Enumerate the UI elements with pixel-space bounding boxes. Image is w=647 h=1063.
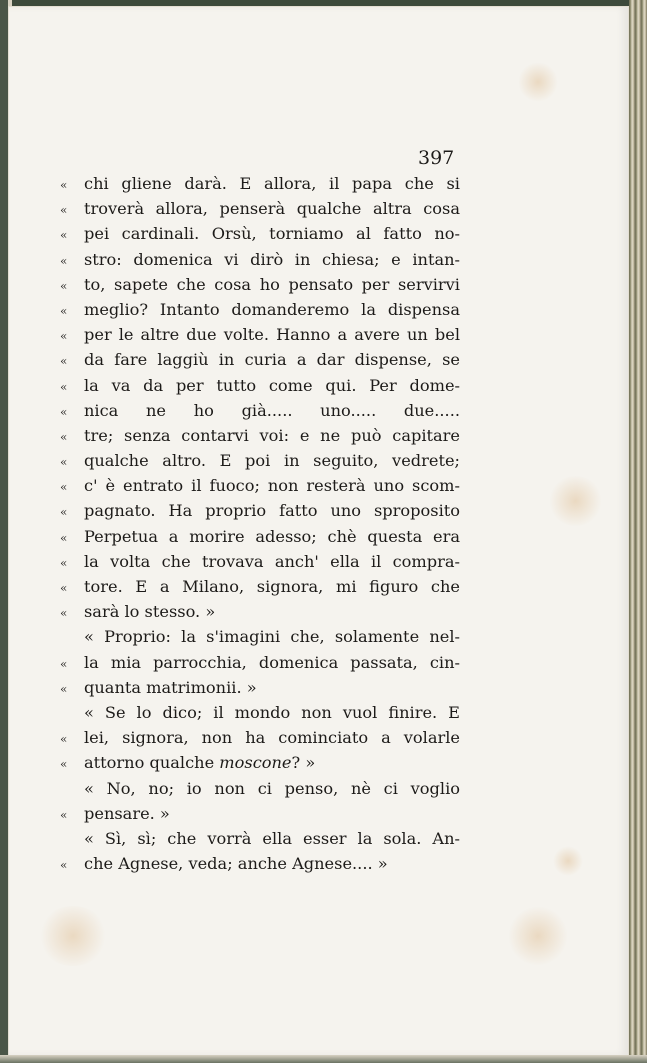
quote-mark: «	[60, 303, 68, 318]
quote-mark: «	[60, 480, 68, 495]
text-line	[60, 675, 460, 700]
quote-mark: «	[60, 429, 68, 444]
quote-mark: «	[60, 455, 68, 470]
line-text	[84, 750, 315, 775]
quote-mark: «	[60, 530, 68, 545]
quote-mark: «	[60, 681, 68, 696]
line-text: « Se lo dico; il mondo non vuol finire. E	[84, 702, 460, 722]
line-text: sarà lo stesso. »	[84, 602, 216, 622]
line-text: to, sapete che cosa ho pensato per servirvi	[84, 274, 460, 294]
line-text: « Proprio: la s'imagini che, solamente nel-	[84, 627, 460, 647]
text-line	[60, 650, 460, 675]
text-line	[60, 498, 460, 523]
text-line	[60, 347, 460, 372]
line-text: tre; senza contarvi voi: e ne può capitare	[84, 425, 460, 445]
text-line	[60, 549, 460, 574]
line-text: « No, no; io non ci penso, nè ci voglio	[84, 778, 460, 798]
quote-mark: «	[60, 581, 68, 595]
line-text: lei, signora, non ha cominciato a volarle	[84, 728, 460, 748]
text-line	[60, 247, 460, 272]
quote-mark: «	[60, 253, 68, 268]
page-edges	[629, 0, 647, 1063]
quote-mark: «	[60, 606, 68, 621]
text-line	[60, 297, 460, 322]
text-line	[60, 221, 460, 246]
text-line	[60, 322, 460, 347]
line-text: pensare. »	[84, 803, 170, 823]
line-text: chi gliene darà. E allora, il papa che si	[84, 174, 460, 193]
line-text: stro: domenica vi dirò in chiesa; e intan-	[84, 249, 460, 269]
text-line	[60, 750, 460, 775]
text-line	[60, 423, 460, 448]
line-text: c' è entrato il fuoco; non resterà uno scom-	[84, 476, 460, 496]
line-text: « Sì, sì; che vorrà ella esser la sola. An-	[84, 828, 460, 848]
quote-mark: «	[60, 278, 68, 293]
quote-mark: «	[60, 858, 68, 873]
line-text: la mia parrocchia, domenica passata, cin-	[84, 652, 460, 672]
quote-mark: «	[60, 555, 68, 570]
foxing-stain	[508, 906, 568, 966]
foxing-stain	[518, 62, 558, 102]
line-text-before: attorno qualche	[84, 753, 220, 773]
text-line	[60, 599, 460, 624]
line-text: Perpetua a morire adesso; chè questa era	[84, 526, 460, 546]
line-text: qualche altro. E poi in seguito, vedrete;	[84, 451, 460, 471]
line-text: nica ne ho già..... uno..... due.....	[84, 400, 460, 420]
line-text: per le altre due volte. Hanno a avere un bel	[84, 325, 460, 345]
line-text: meglio? Intanto domanderemo la dispensa	[84, 299, 460, 319]
quote-mark: «	[60, 757, 68, 772]
quote-mark: «	[60, 404, 68, 419]
text-line	[60, 700, 460, 725]
text-line	[60, 171, 460, 196]
text-line	[60, 574, 460, 599]
text-line	[60, 725, 460, 750]
quote-mark: «	[60, 354, 68, 369]
text-line	[60, 373, 460, 398]
text-line	[60, 473, 460, 498]
text-line	[60, 776, 460, 801]
quote-mark: «	[60, 203, 68, 218]
foxing-stain	[38, 906, 108, 966]
quote-mark: «	[60, 379, 68, 394]
line-text: la va da per tutto come qui. Per dome-	[84, 375, 460, 395]
quote-mark: «	[60, 505, 68, 520]
line-text: tore. E a Milano, signora, mi figuro che	[84, 577, 460, 596]
foxing-stain	[553, 846, 583, 876]
quote-mark: «	[60, 329, 68, 344]
text-line	[60, 272, 460, 297]
line-text: troverà allora, penserà qualche altra cosa	[84, 199, 460, 219]
text-line	[60, 801, 460, 826]
text-line	[60, 826, 460, 851]
line-text: che Agnese, veda; anche Agnese.... »	[84, 854, 388, 874]
line-text: la volta che trovava anch' ella il compra-	[84, 551, 460, 571]
line-text-after: ? »	[291, 753, 316, 773]
text-line	[60, 524, 460, 549]
body-text	[60, 171, 460, 876]
quote-mark: «	[60, 732, 68, 747]
text-line	[60, 624, 460, 649]
foxing-stain	[548, 476, 603, 526]
line-text: pei cardinali. Orsù, torniamo al fatto no-	[84, 224, 460, 244]
line-text: quanta matrimonii. »	[84, 677, 257, 697]
italic-word: moscone	[219, 753, 292, 773]
text-line	[60, 851, 460, 876]
page-bottom-edge	[0, 1055, 647, 1063]
text-line	[60, 448, 460, 473]
line-text: pagnato. Ha proprio fatto uno sproposito	[84, 501, 460, 521]
page-number: 397	[418, 147, 455, 169]
quote-mark: «	[60, 656, 68, 671]
line-text: da fare laggiù in curia a dar dispense, se	[84, 350, 460, 370]
text-line	[60, 196, 460, 221]
quote-mark: «	[60, 178, 68, 192]
quote-mark: «	[60, 807, 68, 822]
quote-mark: «	[60, 228, 68, 243]
text-line	[60, 398, 460, 423]
